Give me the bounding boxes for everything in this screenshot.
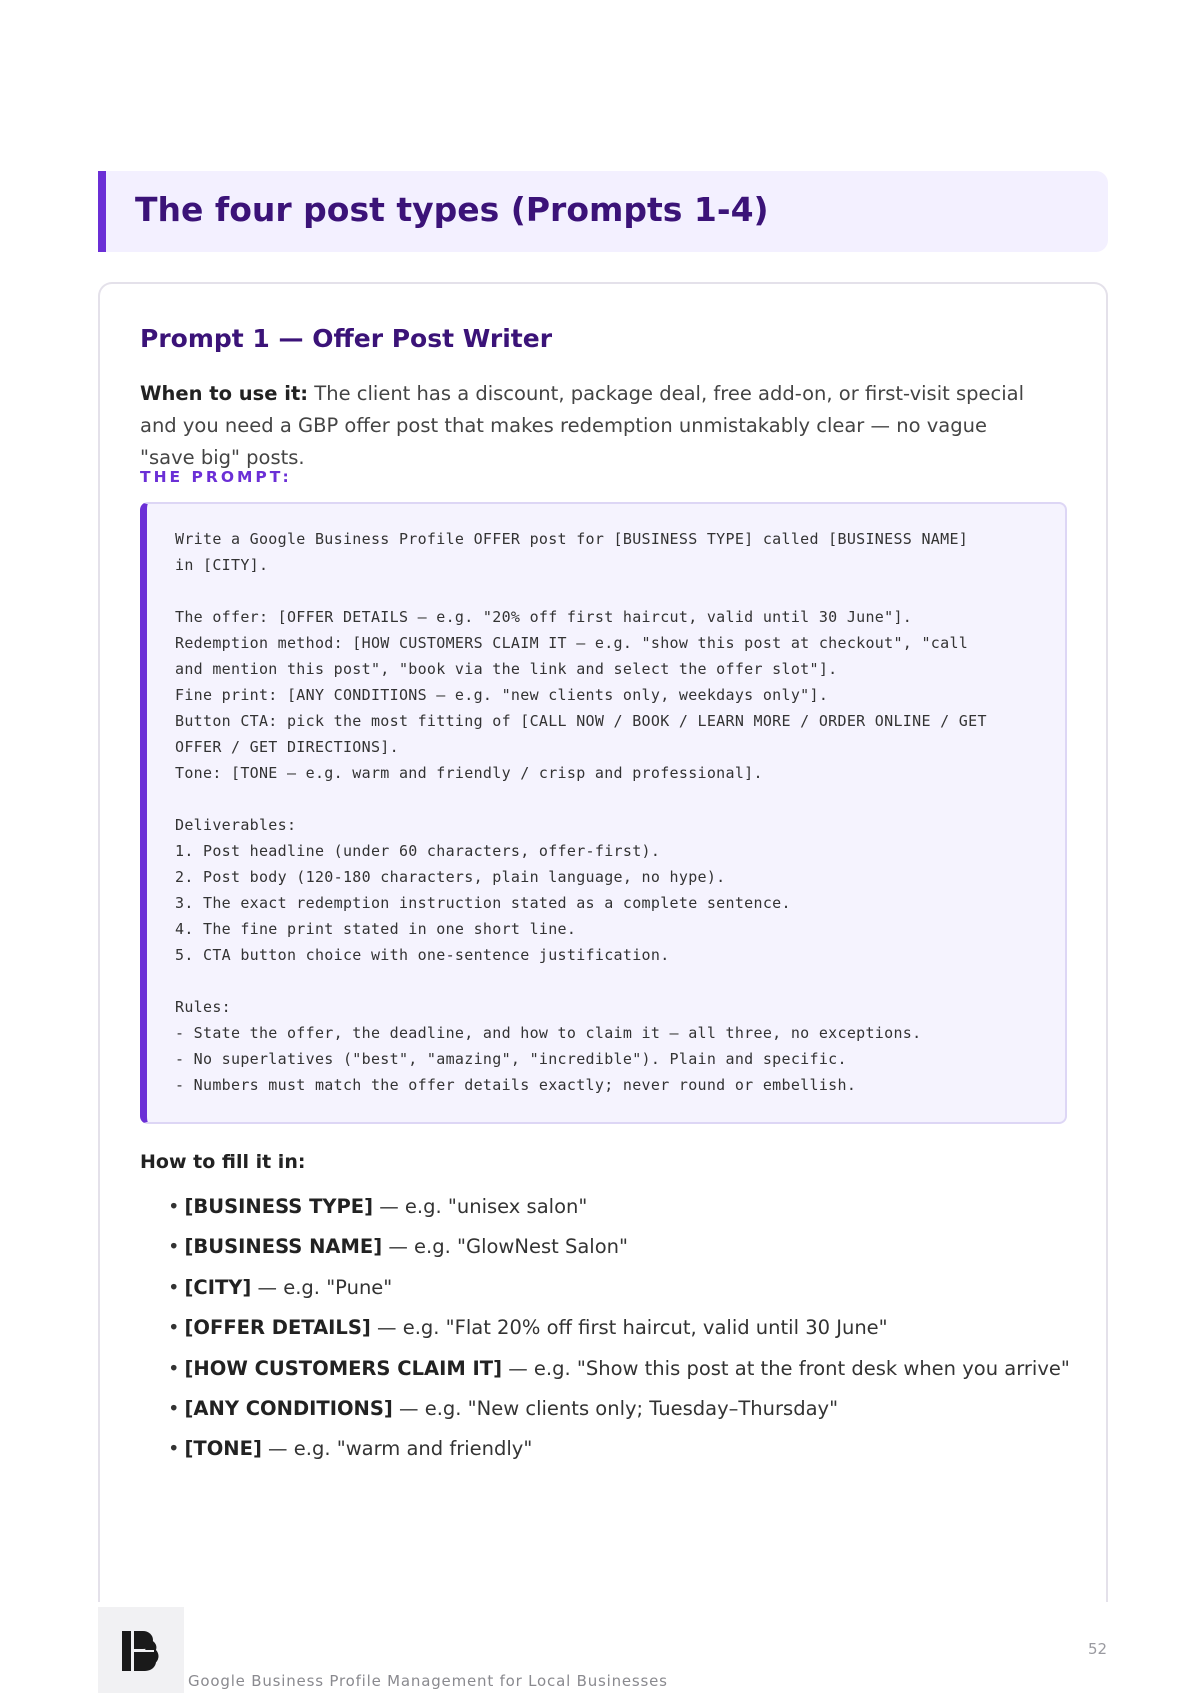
fill-list-item — [168, 1231, 1070, 1271]
footer-logo — [98, 1607, 184, 1693]
placeholder-key: [TONE] — [184, 1437, 262, 1461]
placeholder-example: — e.g. "New clients only; Tuesday–Thursday" — [392, 1396, 839, 1420]
bullet: • — [168, 1275, 180, 1299]
prompt-text[interactable]: Write a Google Business Profile OFFER post for [BUSINESS TYPE] called [BUSINESS NAME] in [CITY]. The offer: [OFFER DETAILS — e.g. "20% off first haircut, valid until 30 June"]. Redemption method: [HOW CUSTOMERS CLAIM IT — e.g. "show this post at checkout", "call and mention this post", "book via the link and select the offer slot"]. Fine print: [ANY CONDITIONS — e.g. "new clients only, weekdays only"]. Button CTA: pick the most fitting of [CALL NOW / BOOK / LEARN MORE / ORDER ONLINE / GET OFFER / GET DIRECTIONS]. Tone: [TONE — e.g. warm and friendly / crisp and professional]. Deliverables: 1. Post headline (under 60 characters, offer-first). 2. Post body (120-180 characters, plain language, no hype). 3. The exact redemption instruction stated as a complete sentence. 4. The fine print stated in one short line. 5. CTA button choice with one-sentence justification. Rules: - State the offer, the deadline, and how to claim it — all three, no exceptions. - No superlatives ("best", "amazing", "incredible"). Plain and specific. - Numbers must match the offer details exactly; never round or embellish. — [175, 530, 987, 1094]
placeholder-key: [ANY CONDITIONS] — [184, 1396, 393, 1420]
section-title: The four post types (Prompts 1-4) — [135, 190, 769, 229]
placeholder-example: — e.g. "Flat 20% off first haircut, valid until 30 June" — [370, 1316, 888, 1340]
bullet: • — [168, 1195, 180, 1218]
placeholder-key: [OFFER DETAILS] — [184, 1316, 371, 1340]
when-to-use-paragraph — [140, 378, 1040, 474]
bullet: • — [168, 1316, 180, 1340]
placeholder-key: [HOW CUSTOMERS CLAIM IT] — [184, 1356, 503, 1380]
fill-list-item — [168, 1272, 1070, 1312]
section-banner — [98, 171, 1108, 252]
fill-list-item — [168, 1312, 1070, 1352]
prompt-card — [98, 282, 1108, 1602]
fill-list-item — [168, 1353, 1070, 1393]
placeholder-key: [CITY] — [184, 1275, 252, 1299]
fill-list-item — [168, 1191, 1070, 1231]
placeholder-example: — e.g. "Pune" — [251, 1275, 393, 1299]
bullet: • — [168, 1356, 180, 1380]
placeholder-example: — e.g. "GlowNest Salon" — [382, 1235, 628, 1259]
fill-heading: How to fill it in: — [140, 1151, 306, 1173]
placeholder-key: [BUSINESS TYPE] — [184, 1195, 374, 1218]
page-number: 52 — [1088, 1640, 1108, 1658]
footer-title: Google Business Profile Management for Local Businesses — [188, 1672, 668, 1690]
prompt-label: THE PROMPT: — [140, 468, 292, 486]
bullet: • — [168, 1396, 180, 1420]
placeholder-example: — e.g. "unisex salon" — [373, 1195, 588, 1218]
fill-list-item — [168, 1433, 1070, 1473]
prompt-code-block[interactable] — [140, 502, 1067, 1124]
bullet: • — [168, 1235, 180, 1259]
placeholder-example: — e.g. "warm and friendly" — [261, 1437, 533, 1461]
bullet: • — [168, 1437, 180, 1461]
when-label: When to use it: — [140, 382, 309, 405]
placeholder-example: — e.g. "Show this post at the front desk when you arrive" — [502, 1356, 1070, 1380]
brain-logo-icon — [98, 1607, 184, 1693]
fill-list-item — [168, 1393, 1070, 1433]
when-text: The client has a discount, package deal, free add-on, or first-visit special and you need a GBP offer post that makes redemption unmistakably clear — no vague "save big" posts. — [140, 382, 1024, 469]
fill-list — [168, 1191, 1070, 1474]
placeholder-key: [BUSINESS NAME] — [184, 1235, 383, 1259]
prompt-title: Prompt 1 — Offer Post Writer — [140, 324, 553, 353]
